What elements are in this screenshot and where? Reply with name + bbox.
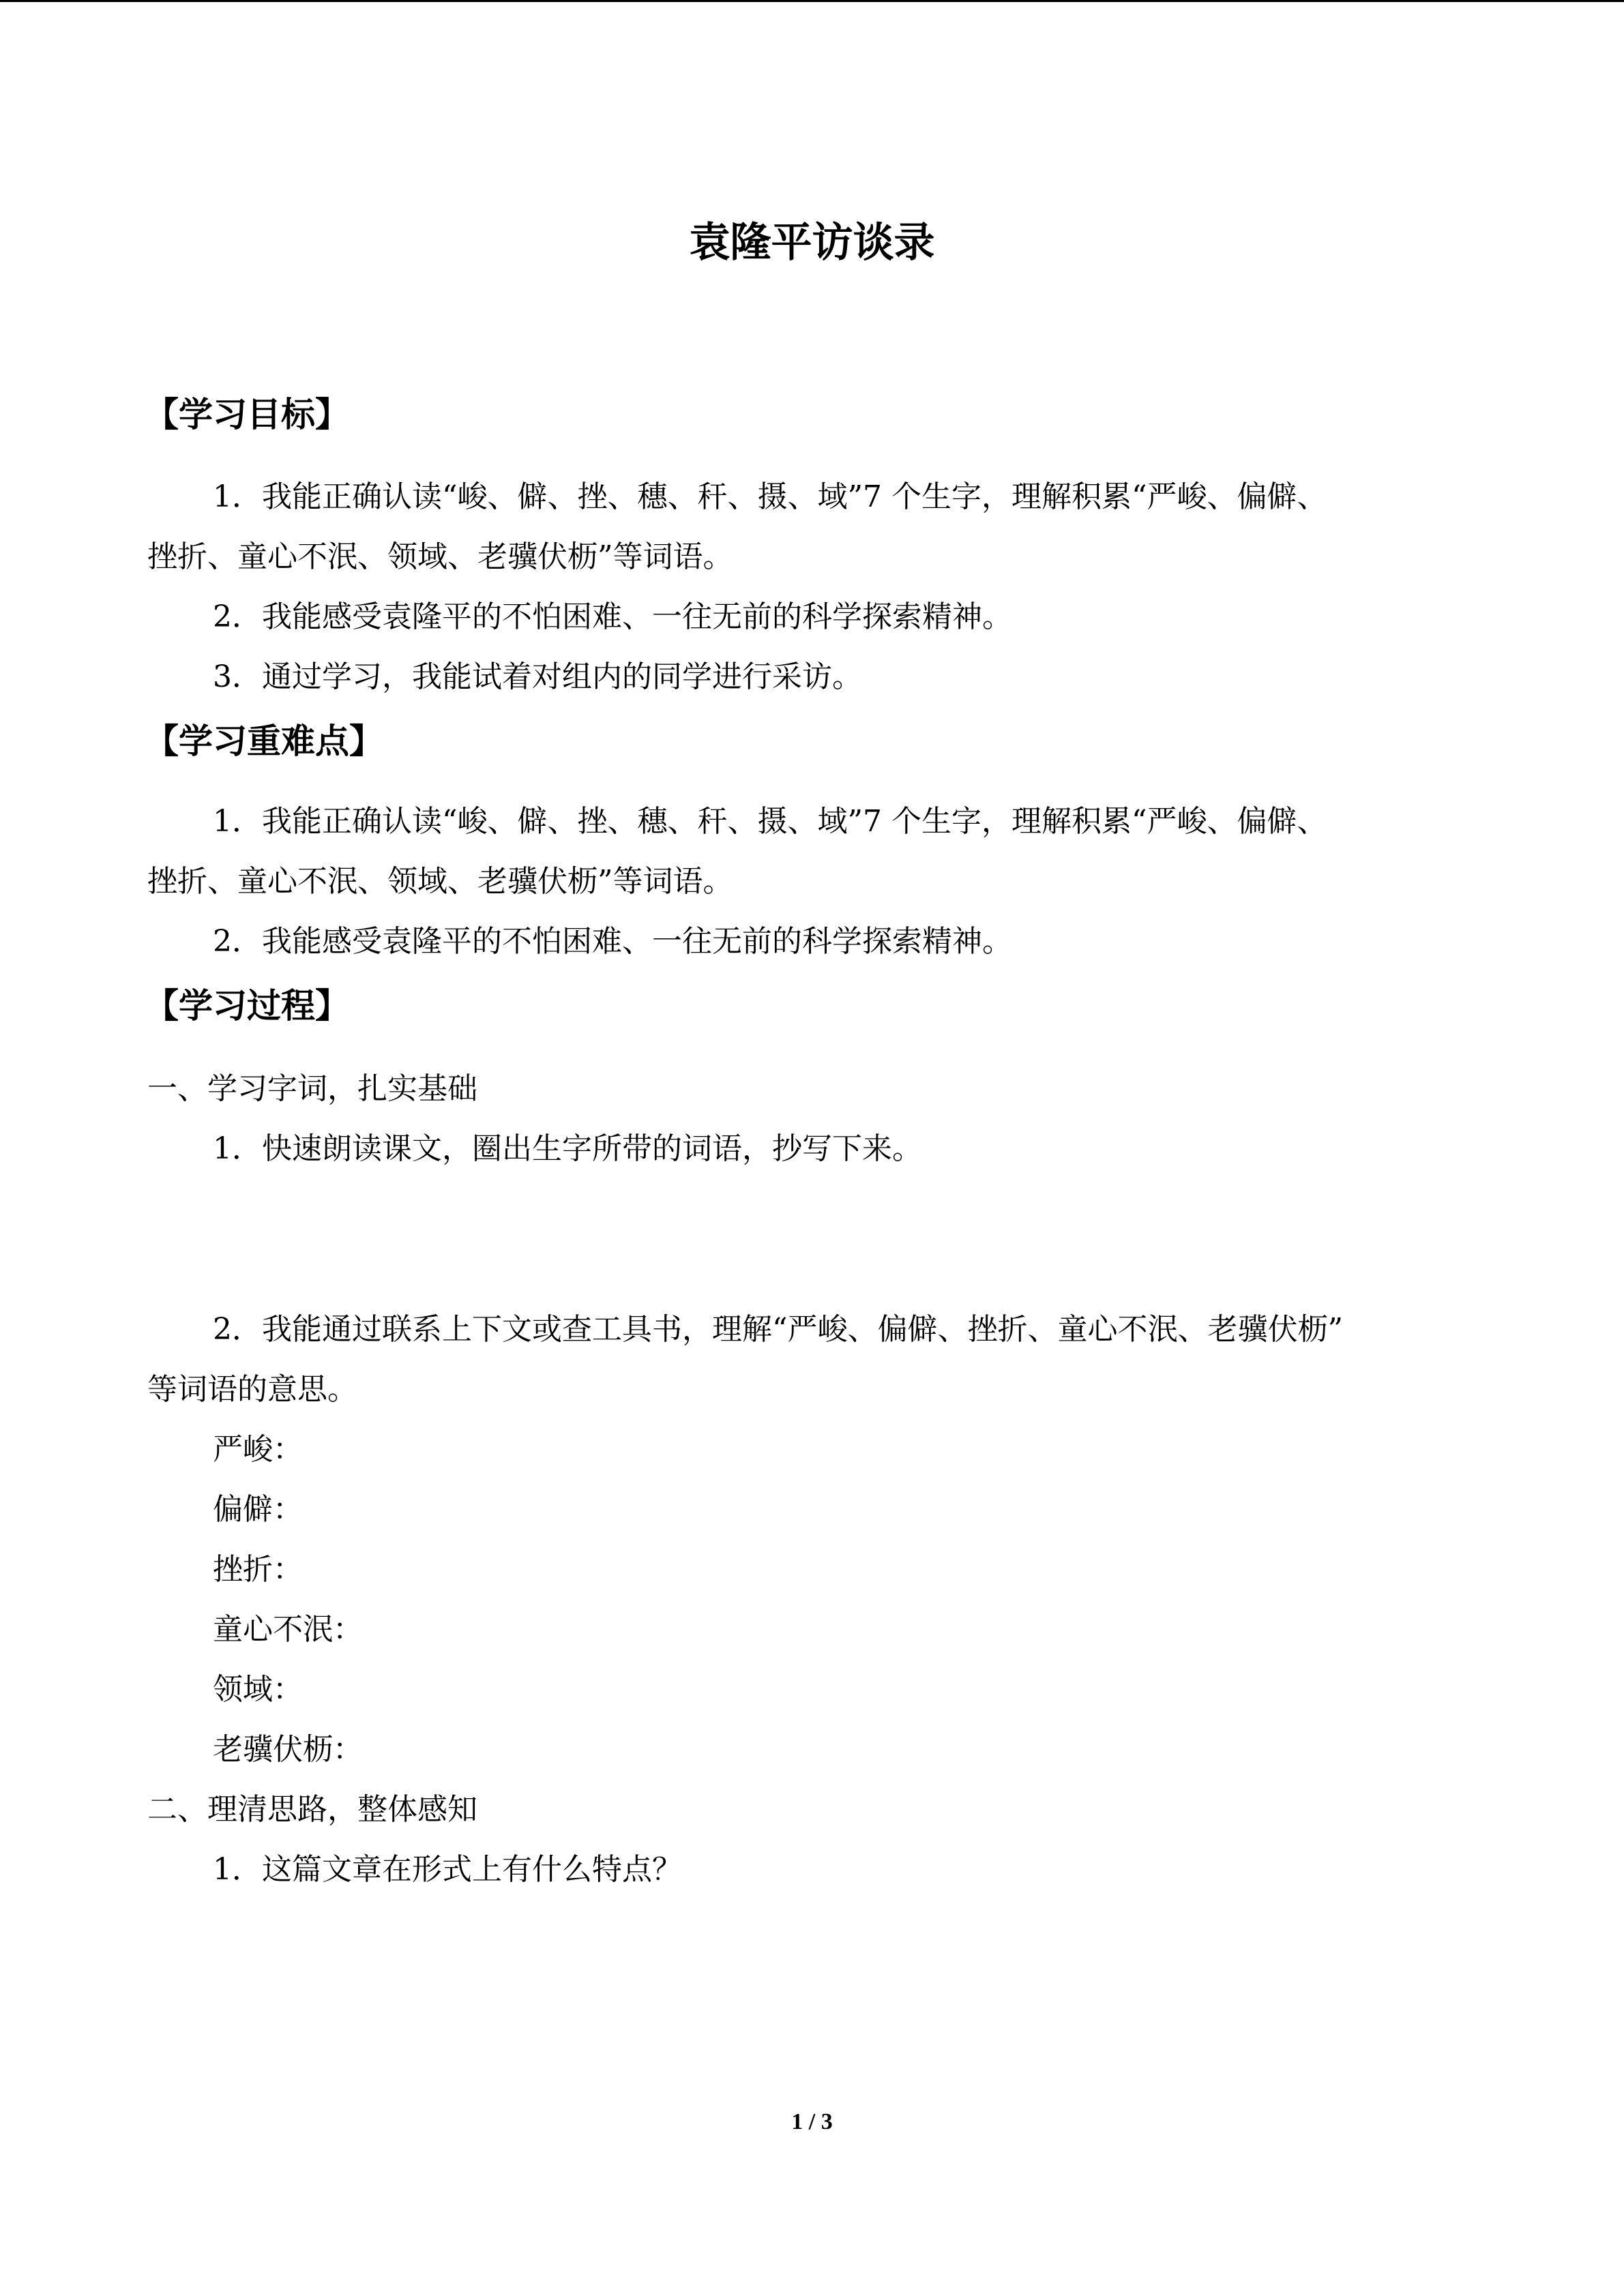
section-heading-objectives: 【学习目标】 — [145, 395, 349, 434]
section-heading-key-points: 【学习重难点】 — [145, 721, 383, 761]
process-part-1-question-2-line-1: 2．我能通过联系上下文或查工具书，理解“严峻、偏僻、挫折、童心不泯、老骥伏枥” — [213, 1312, 1343, 1347]
term-tongxinbumin: 童心不泯： — [213, 1612, 363, 1647]
term-cuozhe: 挫折： — [213, 1552, 303, 1587]
page-number: 1 / 3 — [791, 2109, 833, 2134]
key-point-item-1-line-2: 挫折、童心不泯、领域、老骥伏枥”等词语。 — [147, 864, 733, 899]
key-point-item-2: 2．我能感受袁隆平的不怕困难、一往无前的科学探索精神。 — [213, 924, 1012, 959]
process-part-1-question-2-line-2: 等词语的意思。 — [147, 1372, 357, 1407]
objective-item-2: 2．我能感受袁隆平的不怕困难、一往无前的科学探索精神。 — [213, 599, 1012, 634]
process-part-1-question-1: 1．快速朗读课文，圈出生字所带的词语，抄写下来。 — [213, 1131, 922, 1166]
key-point-item-1-line-1: 1．我能正确认读“峻、僻、挫、穗、秆、摄、域”7 个生字，理解积累“严峻、偏僻、 — [213, 804, 1327, 839]
term-lingyu: 领域： — [213, 1672, 303, 1707]
term-yanjun: 严峻： — [213, 1432, 303, 1467]
objective-item-1-line-1: 1．我能正确认读“峻、僻、挫、穗、秆、摄、域”7 个生字，理解积累“严峻、偏僻、 — [213, 479, 1327, 514]
process-part-1-title: 一、学习字词，扎实基础 — [147, 1071, 477, 1106]
process-part-2-question-1: 1．这篇文章在形式上有什么特点？ — [213, 1852, 682, 1887]
objective-item-1-line-2: 挫折、童心不泯、领域、老骥伏枥”等词语。 — [147, 539, 733, 574]
process-part-2-title: 二、理清思路，整体感知 — [147, 1792, 477, 1827]
term-laojifuli: 老骥伏枥： — [213, 1732, 363, 1767]
term-pianpi: 偏僻： — [213, 1492, 303, 1527]
page-title: 袁隆平访谈录 — [689, 219, 935, 267]
section-heading-process: 【学习过程】 — [145, 986, 349, 1026]
objective-item-3: 3．通过学习，我能试着对组内的同学进行采访。 — [213, 659, 862, 694]
